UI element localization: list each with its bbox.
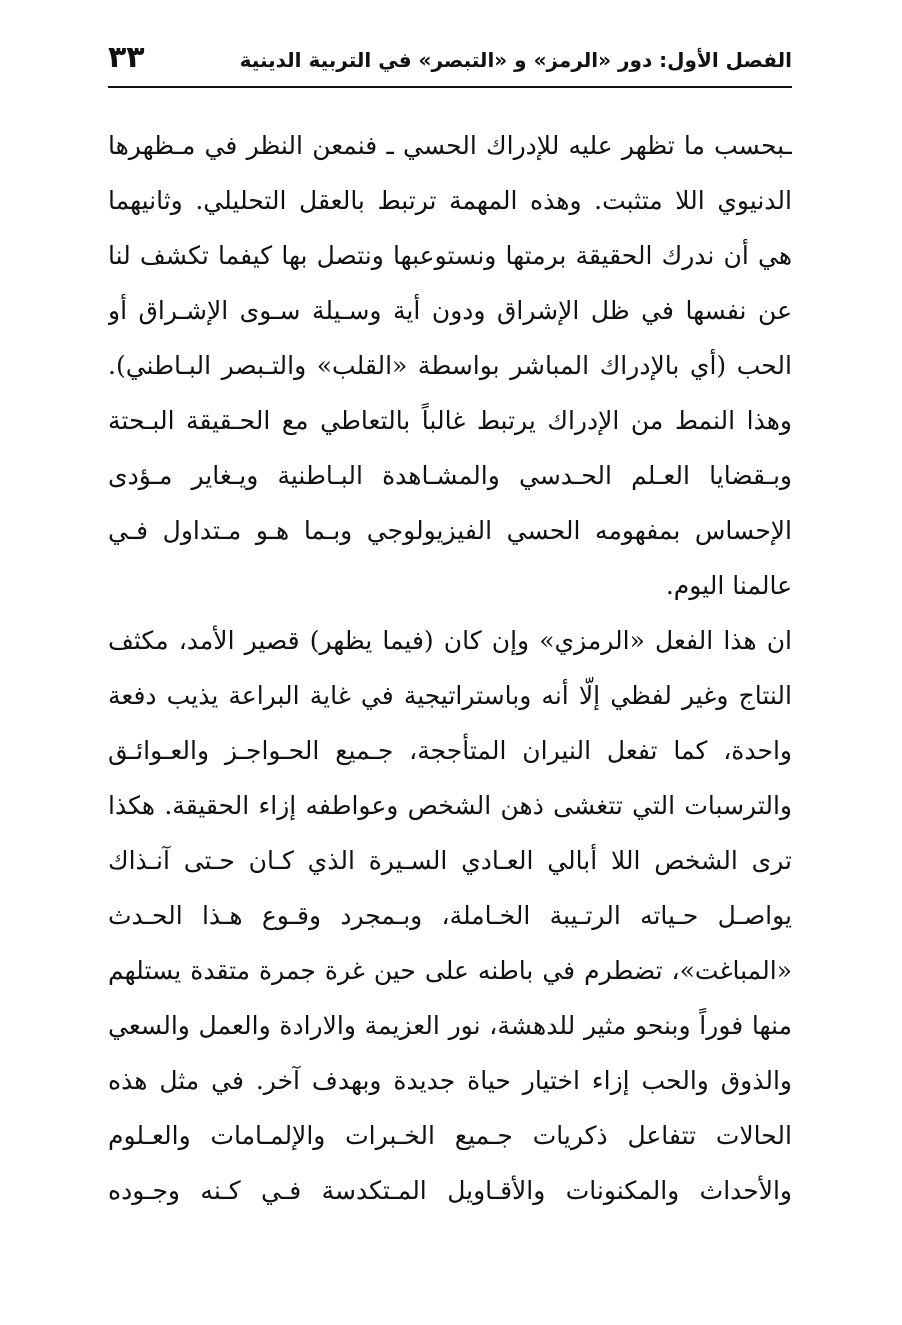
text-line: عن نفسها في ظل الإشراق ودون أية وسـيلة سـوى الإشـراق أو <box>108 296 792 325</box>
text-line: والأحداث والمكنونات والأقـاويل المـتكدسة فـي كـنه وجـوده <box>108 1176 792 1205</box>
text-line: الإحساس بمفهومه الحسي الفيزيولوجي وبـما هـو مـتداول فـي <box>108 516 792 545</box>
text-line: ـبحسب ما تظهر عليه للإدراك الحسي ـ فنمعن النظر في مـظهرها <box>108 131 792 160</box>
text-line: واحدة، كما تفعل النيران المتأججة، جـميع الحـواجـز والعـوائـق <box>108 736 792 765</box>
chapter-title: الفصل الأول: دور «الرمز» و «التبصر» في التربية الدينية <box>239 48 792 72</box>
header-divider <box>108 86 792 88</box>
text-line: هي أن ندرك الحقيقة برمتها ونستوعبها ونتصل بها كيفما تكشف لنا <box>108 241 792 270</box>
text-line: «المباغت»، تضطرم في باطنه على حين غرة جمرة متقدة يستلهم <box>108 956 792 985</box>
text-line: والترسبات التي تتغشى ذهن الشخص وعواطفه إزاء الحقيقة. هكذا <box>108 791 792 820</box>
text-line: يواصـل حـياته الرتـيبة الخـاملة، وبـمجرد وقـوع هـذا الحـدث <box>108 901 792 930</box>
text-line: عالمنا اليوم. <box>665 571 792 600</box>
text-line: الحب (أي بالإدراك المباشر بواسطة «القلب» والتـبصر البـاطني). <box>108 351 792 380</box>
text-line: النتاج وغير لفظي إلّا أنه وباستراتيجية في غاية البراعة يذيب دفعة <box>108 681 792 710</box>
body-text <box>108 118 792 1218</box>
text-line: الدنيوي اللا متثبت. وهذه المهمة ترتبط بالعقل التحليلي. وثانيهما <box>108 186 792 215</box>
running-header <box>108 40 792 84</box>
text-line: ان هذا الفعل «الرمزي» وإن كان (فيما يظهر) قصير الأمد، مكثف <box>108 626 792 655</box>
text-line: وهذا النمط من الإدراك يرتبط غالباً بالتعاطي مع الحـقيقة البـحتة <box>108 406 792 435</box>
text-line: ترى الشخص اللا أبالي العـادي السـيرة الذي كـان حـتى آنـذاك <box>108 846 792 875</box>
page-number: ٣٣ <box>108 40 145 75</box>
text-line: والذوق والحب إزاء اختيار حياة جديدة وبهدف آخر. في مثل هذه <box>108 1066 792 1095</box>
text-line: وبـقضايا العـلم الحـدسي والمشـاهدة البـاطنية ويـغاير مـؤدى <box>108 461 792 490</box>
text-line: منها فوراً وبنحو مثير للدهشة، نور العزيمة والارادة والعمل والسعي <box>108 1011 792 1040</box>
text-line: الحالات تتفاعل ذكريات جـميع الخـبرات والإلمـامات والعـلوم <box>108 1121 792 1150</box>
